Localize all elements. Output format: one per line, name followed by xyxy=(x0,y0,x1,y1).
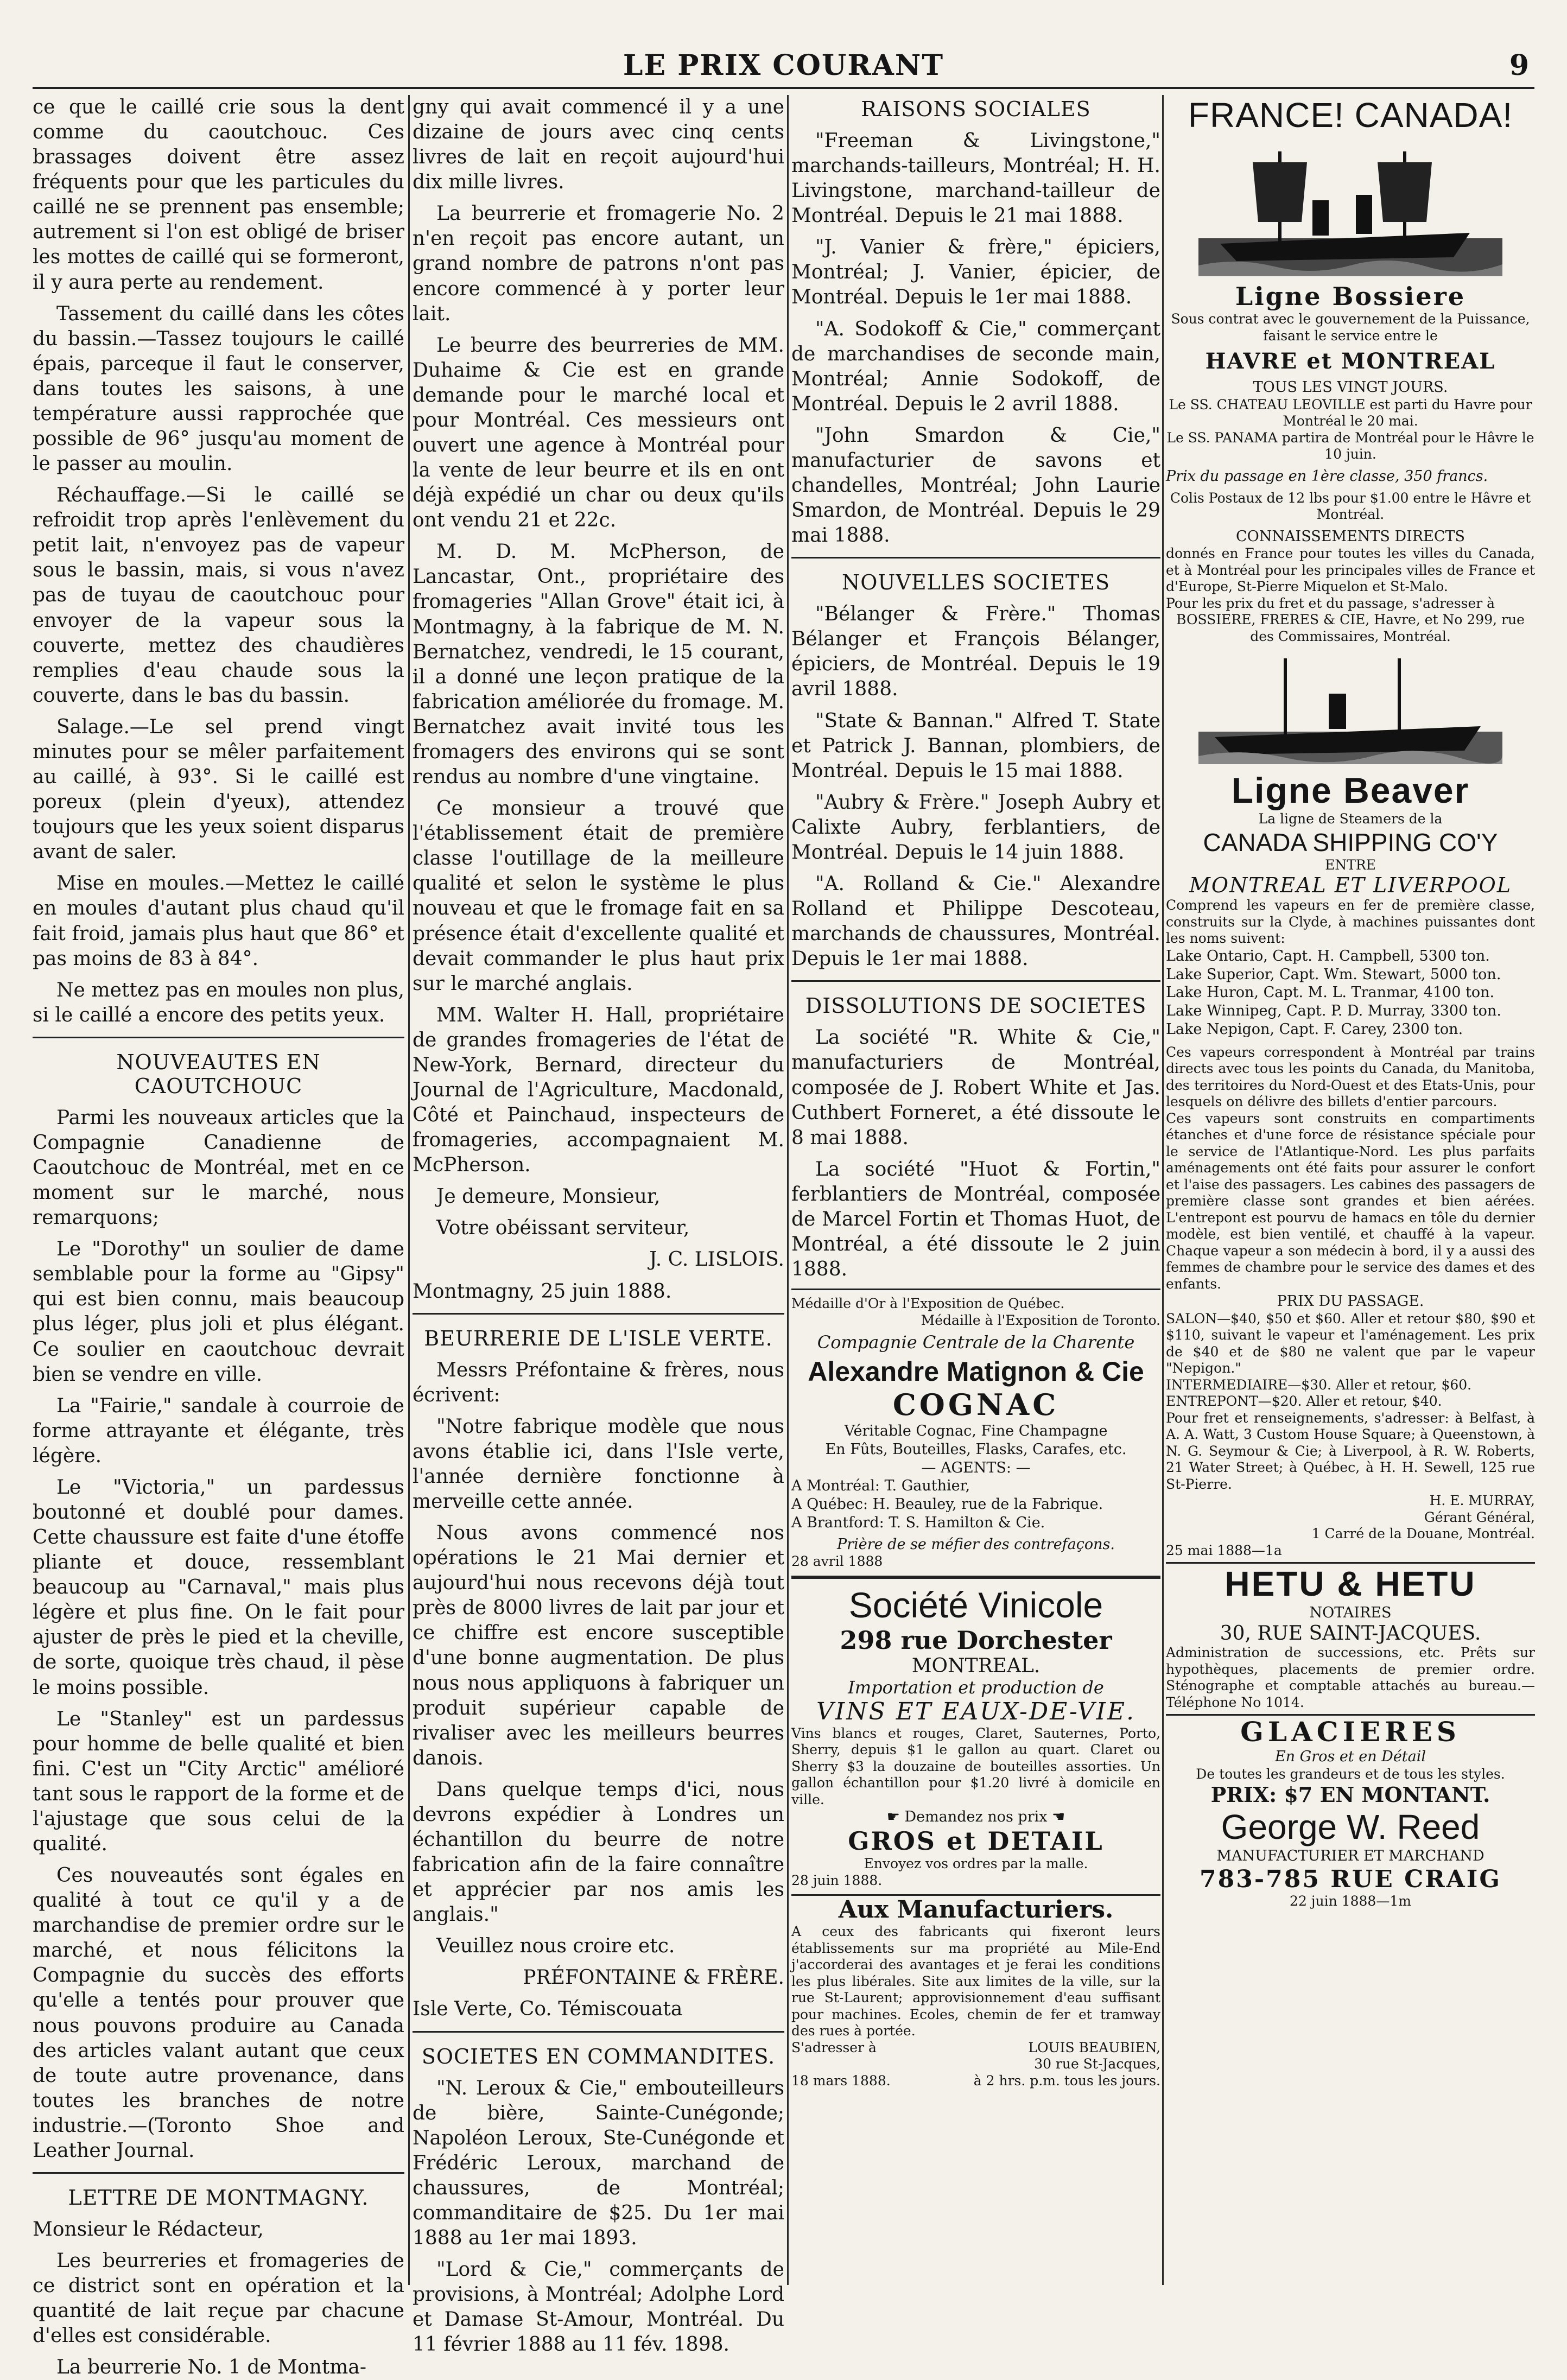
ad-text: Prière de se méfier des contrefaçons. xyxy=(837,1535,1115,1553)
ad-text: La ligne de Steamers de la xyxy=(1258,811,1443,827)
ad-text: Envoyez vos ordres par la malle. xyxy=(864,1856,1088,1872)
ad-text: ENTREPONT—$20. Aller et retour, $40. xyxy=(1166,1393,1442,1410)
article-paragraph: Le "Dorothy" un soulier de dame semblable pour la forme au "Gipsy" qui est bien connu, mais beaucoup plus léger, plus joli et plus élégant. Ce soulier en caoutchouc devrait bien se vendre en ville. xyxy=(33,1238,404,1386)
article-paragraph: Votre obéissant serviteur, xyxy=(436,1217,690,1240)
ad-text: PRIX: $7 EN MONTANT. xyxy=(1210,1782,1490,1807)
newspaper-title: LE PRIX COURANT xyxy=(623,49,944,82)
article-paragraph: Mise en moules.—Mettez le caillé en moules d'autant plus chaud qu'il fait froid, jamais plus haut que 86° et pas moins de 83 à 84°. xyxy=(33,872,404,970)
article-paragraph: ce que le caillé crie sous la dent comme du caoutchouc. Ces brassages doivent être assez fréquents pour que les particules du caillé ne se prennent pas ensemble; autrement si l'on est obligé de briser les mottes de caillé qui se formeront, il y aura perte au rendement. xyxy=(33,96,404,294)
article-paragraph: Ne mettez pas en moules non plus, si le caillé a encore des petits yeux. xyxy=(33,979,404,1026)
section-heading: NOUVEAUTES EN CAOUTCHOUC xyxy=(116,1050,321,1098)
article-paragraph: MM. Walter H. Hall, propriétaire de grandes fromageries de l'état de New-York, Bernard, directeur du Journal de l'Agriculture, Macdonald, Côté et Painchaud, inspecteurs de fromageries, accompagnaient M. McPherson. xyxy=(413,1004,784,1177)
ad-text: Le SS. CHATEAU LEOVILLE est parti du Havre pour Montréal le 20 mai. xyxy=(1169,396,1532,429)
list-item: Lake Superior, Capt. Wm. Stewart, 5000 ton. xyxy=(1166,966,1501,983)
column-4 xyxy=(1166,95,1535,2285)
ad-text: PRIX DU PASSAGE. xyxy=(1277,1293,1424,1310)
ad-text: A Brantford: T. S. Hamilton & Cie. xyxy=(791,1514,1045,1531)
signature: PRÉFONTAINE & FRÈRE. xyxy=(523,1966,784,1989)
ad-text: Colis Postaux de 12 lbs pour $1.00 entre le Hâvre et Montréal. xyxy=(1170,490,1531,522)
ad-text: Véritable Cognac, Fine Champagne xyxy=(844,1423,1108,1440)
notice-paragraph: "J. Vanier & frère," épiciers, Montréal; J. Vanier, épicier, de Montréal. Depuis le 1er mai 1888. xyxy=(791,236,1160,309)
ad-text: — AGENTS: — xyxy=(921,1459,1031,1476)
ad-text: A ceux des fabricants qui fixeront leurs établissements sur ma propriété au Mile-End j'accorderai des avantages et je ferai les conditions les plus libérales. Site aux limites de la ville, sur la rue St-Laurent; approvisionnement d'eau suffisant pour machines. Ecoles, chemin de fer et tramway des rues à portée. xyxy=(791,1924,1160,2039)
article-paragraph: Je demeure, Monsieur, xyxy=(436,1185,661,1208)
ad-text: MANUFACTURIER ET MARCHAND xyxy=(1216,1848,1484,1865)
ad-text: LOUIS BEAUBIEN, xyxy=(1028,2039,1160,2055)
article-paragraph: Le "Victoria," un pardessus boutonné et doublé pour dames. Cette chaussure est faite d'une étoffe pliante et douce, ressemblant beaucoup au "Carnaval," mais plus légère et plus fine. On le fait pour ajuster de près le pied et la cheville, de sorte, quoique très chaud, il pèse le moins possible. xyxy=(33,1476,404,1699)
column-3 xyxy=(791,95,1160,2285)
ad-headline: Société Vinicole xyxy=(848,1584,1103,1625)
ad-date: 28 avril 1888 xyxy=(791,1553,883,1570)
ad-text: Pour les prix du fret et du passage, s'adresser à xyxy=(1166,595,1495,611)
article-paragraph: Veuillez nous croire etc. xyxy=(436,1935,675,1958)
article-paragraph: La "Fairie," sandale à courroie de forme attrayante et élégante, très légère. xyxy=(33,1394,404,1467)
ad-text: ENTRE xyxy=(1325,856,1376,873)
ad-headline: FRANCE! CANADA! xyxy=(1188,96,1513,135)
list-item: Lake Huron, Capt. M. L. Tranmar, 4100 ton. xyxy=(1166,984,1495,1001)
ad-text: BOSSIERE, FRERES & CIE, Havre, et No 299, rue des Commissaires, Montréal. xyxy=(1176,612,1525,644)
ad-text: Importation et production de xyxy=(848,1677,1104,1698)
column-2 xyxy=(413,95,784,2356)
article-paragraph: M. D. M. McPherson, de Lancastar, Ont., propriétaire des fromageries "Allan Grove" était ici, à Montmagny, à la fabrique de M. N. Bernatchez, vendredi, le 15 courant, il a donné une leçon pratique de la fabrication améliorée du fromage. M. Bernatchez avait invité tous les fromagers des environs qui se sont rendus au nombre d'une vingtaine. xyxy=(413,541,784,789)
section-divider xyxy=(33,2172,404,2174)
notice-paragraph: "A. Rolland & Cie." Alexandre Rolland et Philippe Descoteau, marchands de chaussures, Montréal. Depuis le 1er mai 1888. xyxy=(791,873,1160,970)
article-paragraph: Messrs Préfontaine & frères, nous écrivent: xyxy=(413,1359,784,1406)
article-paragraph: Salage.—Le sel prend vingt minutes pour se mêler parfaitement au caillé, à 93°. Si le caillé est poreux (plein d'yeux), attendez toujours que les yeux soient disparus avant de saler. xyxy=(33,715,404,864)
section-heading: SOCIETES EN COMMANDITES. xyxy=(421,2044,776,2068)
ad-text: Vins blancs et rouges, Claret, Sauternes, Porto, Sherry, depuis $1 le gallon au quart. Claret ou Sherry $3 la douzaine de bouteilles assorties. Un gallon échantillon pour $1.20 livré à domicile en ville. xyxy=(791,1725,1160,1807)
ad-text: Médaille d'Or à l'Exposition de Québec. xyxy=(791,1296,1065,1312)
ad-text: H. E. MURRAY, xyxy=(1429,1493,1535,1509)
ad-text: En Fûts, Bouteilles, Flasks, Carafes, etc. xyxy=(825,1440,1127,1458)
article-paragraph: Ce monsieur a trouvé que l'établissement était de première classe l'outillage de la meilleure qualité et selon le système le plus nouveau et que le fromage fait en sa présence était d'excellente qualité et devait commander le plus haut prix sur le marché anglais. xyxy=(413,797,784,995)
ad-date: 28 juin 1888. xyxy=(791,1872,883,1888)
list-item: Lake Nepigon, Capt. F. Carey, 2300 ton. xyxy=(1166,1020,1463,1038)
notice-paragraph: "Freeman & Livingstone," marchands-tailleurs, Montréal; H. H. Livingstone, marchand-tailleur de Montréal. Depuis le 21 mai 1888. xyxy=(791,130,1160,227)
article-paragraph: Dans quelque temps d'ici, nous devrons expédier à Londres un échantillon du beurre de notre fabrication afin de la faire connaître et apprécier par nos amis les anglais." xyxy=(413,1778,784,1926)
steamship-illustration xyxy=(1198,141,1502,276)
notice-paragraph: La société "Huot & Fortin," ferblantiers de Montréal, composée de Marcel Fortin et Thomas Huot, de Montréal, a été dissoute le 2 juin 1888. xyxy=(791,1158,1160,1281)
section-divider xyxy=(791,980,1160,982)
ad-text: Administration de successions, etc. Prêts sur hypothèques, placements de premier ordre. Sténographe et comptable attachés au bureau.—Téléphone No 1014. xyxy=(1166,1645,1535,1710)
ad-headline: HAVRE et MONTREAL xyxy=(1205,348,1496,374)
article-paragraph: Parmi les nouveaux articles que la Compagnie Canadienne de Caoutchouc de Montréal, met en ce moment sur le marché, nous remarquons; xyxy=(33,1106,404,1229)
article-paragraph: "Lord & Cie," commerçants de provisions, à Montréal; Adolphe Lord et Damase St-Amour, Montréal. Du 11 février 1888 au 11 fév. 1898. xyxy=(413,2258,784,2356)
section-heading: DISSOLUTIONS DE SOCIETES xyxy=(805,994,1147,1018)
section-divider xyxy=(413,1313,784,1315)
ad-headline: Ligne Bossiere xyxy=(1235,282,1466,311)
ad-date: 25 mai 1888—1a xyxy=(1166,1542,1282,1558)
column-rule xyxy=(787,95,789,2285)
section-divider xyxy=(413,2031,784,2033)
list-item: Lake Ontario, Capt. H. Campbell, 5300 ton. xyxy=(1166,947,1490,964)
section-divider xyxy=(791,557,1160,558)
section-heading: BEURRERIE DE L'ISLE VERTE. xyxy=(424,1326,773,1350)
notice-paragraph: "John Smardon & Cie," manufacturier de savons et chandelles, Montréal; John Laurie Smardon, de Montréal. Depuis le 29 mai 1888. xyxy=(791,424,1160,547)
article-paragraph: Réchauffage.—Si le caillé se refroidit trop après l'enlèvement du petit lait, n'envoyez pas de vapeur sous le bassin, mais, si vous n'avez pas de tuyau de caoutchouc pour envoyer de la vapeur sous la couverte, mettez des chaudières remplies d'eau chaude sous la couverte, dans le bas du bassin. xyxy=(33,484,404,707)
ad-text: Médaille à l'Exposition de Toronto. xyxy=(921,1312,1160,1328)
ad-text: Le SS. PANAMA partira de Montréal pour le Hâvre le 10 juin. xyxy=(1166,429,1534,462)
ad-headline: COGNAC xyxy=(892,1387,1060,1423)
ad-headline: HETU & HETU xyxy=(1166,1562,1535,1604)
manufacturiers-advertisement xyxy=(791,1896,1160,2089)
notice-paragraph: La société "R. White & Cie," manufacturiers de Montréal, composée de J. Robert White et Jas. Cuthbert Forneret, a été dissoute le 8 mai 1888. xyxy=(791,1026,1160,1149)
ad-text: à 2 hrs. p.m. tous les jours. xyxy=(973,2072,1160,2089)
ad-text: Pour fret et renseignements, s'adresser: à Belfast, à A. A. Watt, 3 Custom House Square; à Queenstown, à N. G. Seymour & Cie; à Liverpool, à R. W. Roberts, 21 Water Street; à Québec, à H. H. Sewell, 125 rue St-Pierre. xyxy=(1166,1410,1535,1492)
ad-headline: CANADA SHIPPING CO'Y xyxy=(1203,828,1498,856)
article-paragraph: "N. Leroux & Cie," embouteilleurs de bière, Sainte-Cunégonde; Napoléon Leroux, Ste-Cunégonde et Frédéric Leroux, marchand de chaussures, de Montréal; commanditaire de $25. Du 1er mai 1888 au 1er mai 1893. xyxy=(413,2077,784,2250)
ad-text: A Québec: H. Beauley, rue de la Fabrique. xyxy=(791,1496,1103,1513)
article-paragraph: Le "Stanley" est un pardessus pour homme de belle qualité et bien fini. C'est un "City Arctic" amélioré tant sous le rapport de la forme et de l'ajustage que sous celui de la qualité. xyxy=(33,1708,404,1855)
vinicole-advertisement xyxy=(791,1577,1160,1896)
ad-headline: GROS et DETAIL xyxy=(848,1826,1104,1856)
ad-headline: 298 rue Dorchester xyxy=(840,1625,1112,1655)
ad-headline: Ligne Beaver xyxy=(1231,770,1470,811)
page-number: 9 xyxy=(1509,49,1529,82)
column-1 xyxy=(33,95,404,2379)
column-rule xyxy=(1162,95,1164,2285)
ad-text: Sous contrat avec le gouvernement de la Puissance, faisant le service entre le xyxy=(1171,311,1530,344)
section-heading: NOUVELLES SOCIETES xyxy=(841,570,1111,595)
ad-text: 30 rue St-Jacques, xyxy=(1034,2056,1160,2072)
ad-date: 22 juin 1888—1m xyxy=(1290,1893,1411,1909)
article-paragraph: Les beurreries et fromageries de ce district sont en opération et la quantité de lait reçue par chacune d'elles est considérable. xyxy=(33,2250,404,2347)
ad-text: 30, RUE SAINT-JACQUES. xyxy=(1220,1622,1481,1645)
ad-text: 783-785 RUE CRAIG xyxy=(1200,1865,1501,1893)
ad-text: MONTREAL. xyxy=(911,1654,1041,1677)
steamship-illustration xyxy=(1198,650,1502,764)
notice-paragraph: "A. Sodokoff & Cie," commerçant de marchandises de seconde main, Montréal; Annie Sodokoff, de Montréal. Depuis le 2 avril 1888. xyxy=(791,318,1160,415)
ad-text: Comprend les vapeurs en fer de première classe, construits sur la Clyde, à machines puissantes dont les noms suivent: xyxy=(1166,897,1535,947)
notice-paragraph: "Aubry & Frère." Joseph Aubry et Calixte Aubry, ferblantiers, de Montréal. Depuis le 14 juin 1888. xyxy=(791,791,1160,864)
article-paragraph: La beurrerie et fromagerie No. 2 n'en reçoit pas encore autant, un grand nombre de patrons n'ont pas encore commencé à y porter leur lait. xyxy=(413,202,784,325)
ad-text: Compagnie Centrale de la Charente xyxy=(817,1332,1135,1353)
notice-paragraph: "State & Bannan." Alfred T. State et Patrick J. Bannan, plombiers, de Montréal. Depuis le 15 mai 1888. xyxy=(791,709,1160,782)
ad-headline: George W. Reed xyxy=(1221,1807,1480,1847)
ad-headline: MONTREAL ET LIVERPOOL xyxy=(1189,873,1512,898)
signature: J. C. LISLOIS. xyxy=(649,1248,784,1271)
dateline: Montmagny, 25 juin 1888. xyxy=(413,1280,672,1303)
ad-text: Prix du passage en 1ère classe, 350 francs. xyxy=(1166,467,1488,485)
page-header xyxy=(33,49,1534,89)
ad-text: De toutes les grandeurs et de tous les styles. xyxy=(1196,1766,1505,1782)
ad-text: CONNAISSEMENTS DIRECTS xyxy=(1235,528,1466,545)
article-paragraph: Tassement du caillé dans les côtes du bassin.—Tassez toujours le caillé épais, parceque il faut le conserver, dans toutes les saisons, à une température aussi rapprochée que possible de 96° jusqu'au moment de le passer au moulin. xyxy=(33,302,404,475)
article-paragraph: Nous avons commencé nos opérations le 21 Mai dernier et aujourd'hui nous recevons déjà tout près de 8000 livres de lait par jour et ce chiffre est encore susceptible d'une bonne augmentation. De plus nous nous appliquons à fabriquer un produit supérieur capable de rivaliser avec les meilleurs beurres danois. xyxy=(413,1522,784,1769)
ad-text: En Gros et en Détail xyxy=(1274,1748,1426,1765)
ad-text: NOTAIRES xyxy=(1309,1604,1392,1622)
article-paragraph: gny qui avait commencé il y a une dizaine de jours avec cinq cents livres de lait en reçoit aujourd'hui dix mille livres. xyxy=(413,96,784,194)
article-paragraph: Monsieur le Rédacteur, xyxy=(33,2218,264,2241)
ad-text: S'adresser à xyxy=(791,2039,877,2055)
cognac-advertisement xyxy=(791,1289,1160,1577)
ad-date: 18 mars 1888. xyxy=(791,2072,891,2089)
ad-text: Ces vapeurs sont construits en compartiments étanches et d'une force de résistance spéciale pour le service de l'Atlantique-Nord. Les plus parfaits aménagements ont été faits pour assurer le confort et l'aise des passagers. Les cabines des passagers de première classe sont grandes et bien aérées. L'entrepont est pourvu de hamacs en tôle du dernier modèle, est bien ventilé, et chauffé à la vapeur. Chaque vapeur a son médecin à bord, il y a aussi des femmes de chambre pour le service des dames et des enfants. xyxy=(1166,1110,1535,1292)
ad-text: SALON—$40, $50 et $60. Aller et retour $80, $90 et $110, suivant le vapeur et l'aménagement. Les prix de $40 et de $80 ne valent que par le vapeur "Nepigon." xyxy=(1166,1310,1535,1376)
notice-paragraph: "Bélanger & Frère." Thomas Bélanger et François Bélanger, épiciers, de Montréal. Depuis le 19 avril 1888. xyxy=(791,603,1160,701)
ad-text: 1 Carré de la Douane, Montréal. xyxy=(1311,1526,1535,1542)
article-paragraph: "Notre fabrique modèle que nous avons établie ici, dans l'Isle verte, l'année dernière fonctionne à merveille cette année. xyxy=(413,1415,784,1513)
ad-text: TOUS LES VINGT JOURS. xyxy=(1253,379,1448,396)
ship-list xyxy=(1166,947,1535,1039)
ad-text: A Montréal: T. Gauthier, xyxy=(791,1477,970,1495)
section-divider xyxy=(33,1037,404,1038)
section-heading: LETTRE DE MONTMAGNY. xyxy=(68,2186,369,2210)
ad-text: Ces vapeurs correspondent à Montréal par trains directs avec tous les points du Canada, du Manitoba, des territoires du Nord-Ouest et des Etats-Unis, pour lesquels on délivre des billets d'entier parcours. xyxy=(1166,1044,1535,1109)
ad-headline: Aux Manufacturiers. xyxy=(838,1896,1114,1924)
article-paragraph: Ces nouveautés sont égales en qualité à tout ce qu'il y a de marchandise de premier ordre sur le marché, et nous félicitons la Compagnie du succès des efforts qu'elle a tentés pour prouver que nous pouvons produire au Canada des articles valant autant que ceux de toute autre provenance, dans toutes les branches de notre industrie.—(Toronto Shoe and Leather Journal. xyxy=(33,1864,404,2162)
ad-text: INTERMEDIAIRE—$30. Aller et retour, $60. xyxy=(1166,1376,1472,1393)
ad-headline: Alexandre Matignon & Cie xyxy=(808,1356,1144,1387)
article-paragraph: La beurrerie No. 1 de Montma- xyxy=(56,2356,367,2379)
dateline: Isle Verte, Co. Témiscouata xyxy=(413,1998,683,2021)
ad-text: donnés en France pour toutes les villes du Canada, et à Montréal pour les principales villes de France et d'Europe, St-Pierre Miquelon et St-Malo. xyxy=(1166,545,1535,595)
ad-text: Gérant Général, xyxy=(1424,1509,1535,1525)
list-item: Lake Winnipeg, Capt. P. D. Murray, 3300 ton. xyxy=(1166,1002,1501,1019)
ad-text: ☛ Demandez nos prix ☚ xyxy=(886,1808,1065,1826)
ad-headline: VINS ET EAUX-DE-VIE. xyxy=(816,1697,1135,1725)
column-rule xyxy=(408,95,410,2285)
section-heading: RAISONS SOCIALES xyxy=(861,97,1091,121)
article-paragraph: Le beurre des beurreries de MM. Duhaime & Cie est en grande demande pour le marché local et pour Montréal. Ces messieurs ont ouvert une agence à Montréal pour la vente de leur beurre et ils en ont déjà expédié un char ou deux qu'ils ont vendu 21 et 22c. xyxy=(413,334,784,532)
ad-headline: GLACIERES xyxy=(1166,1714,1535,1748)
